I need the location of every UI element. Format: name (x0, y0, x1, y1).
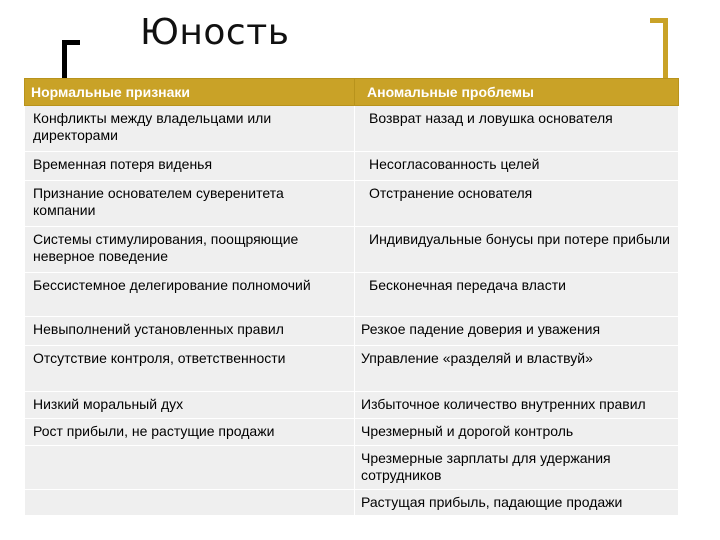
abnormal-cell: Несогласованность целей (355, 152, 679, 181)
abnormal-cell: Отстранение основателя (355, 181, 679, 227)
table-row (25, 446, 679, 490)
abnormal-cell: Управление «разделяй и властвуй» (355, 346, 679, 392)
normal-cell (25, 446, 355, 490)
right-bracket-decoration (650, 18, 668, 78)
abnormal-cell: Избыточное количество внутренних правил (355, 392, 679, 419)
table-row (25, 392, 679, 419)
normal-cell: Системы стимулирования, поощряющие неверное поведение (25, 227, 355, 273)
abnormal-cell: Возврат назад и ловушка основателя (355, 106, 679, 152)
table-row (25, 106, 679, 152)
table-row (25, 419, 679, 446)
normal-cell: Рост прибыли, не растущие продажи (25, 419, 355, 446)
header-normal-signs: Нормальные признаки (25, 79, 355, 106)
normal-cell (25, 490, 355, 516)
abnormal-cell: Индивидуальные бонусы при потере прибыли (355, 227, 679, 273)
normal-cell: Конфликты между владельцами или директорами (25, 106, 355, 152)
slide-title: Юность (140, 12, 290, 53)
abnormal-cell: Чрезмерные зарплаты для удержания сотрудников (355, 446, 679, 490)
table-header-row (25, 79, 679, 106)
table-row (25, 490, 679, 516)
normal-cell: Отсутствие контроля, ответственности (25, 346, 355, 392)
comparison-table (24, 78, 679, 516)
normal-cell: Временная потеря виденья (25, 152, 355, 181)
table-row (25, 273, 679, 317)
normal-cell: Признание основателем суверенитета компании (25, 181, 355, 227)
table-row (25, 317, 679, 346)
abnormal-cell: Растущая прибыль, падающие продажи (355, 490, 679, 516)
header-abnormal-problems: Аномальные проблемы (355, 79, 679, 106)
abnormal-cell: Бесконечная передача власти (355, 273, 679, 317)
left-bracket-decoration (62, 40, 80, 78)
table-row (25, 181, 679, 227)
table-row (25, 346, 679, 392)
normal-cell: Невыполнений установленных правил (25, 317, 355, 346)
table-row (25, 152, 679, 181)
abnormal-cell: Чрезмерный и дорогой контроль (355, 419, 679, 446)
normal-cell: Бессистемное делегирование полномочий (25, 273, 355, 317)
table-row (25, 227, 679, 273)
abnormal-cell: Резкое падение доверия и уважения (355, 317, 679, 346)
normal-cell: Низкий моральный дух (25, 392, 355, 419)
